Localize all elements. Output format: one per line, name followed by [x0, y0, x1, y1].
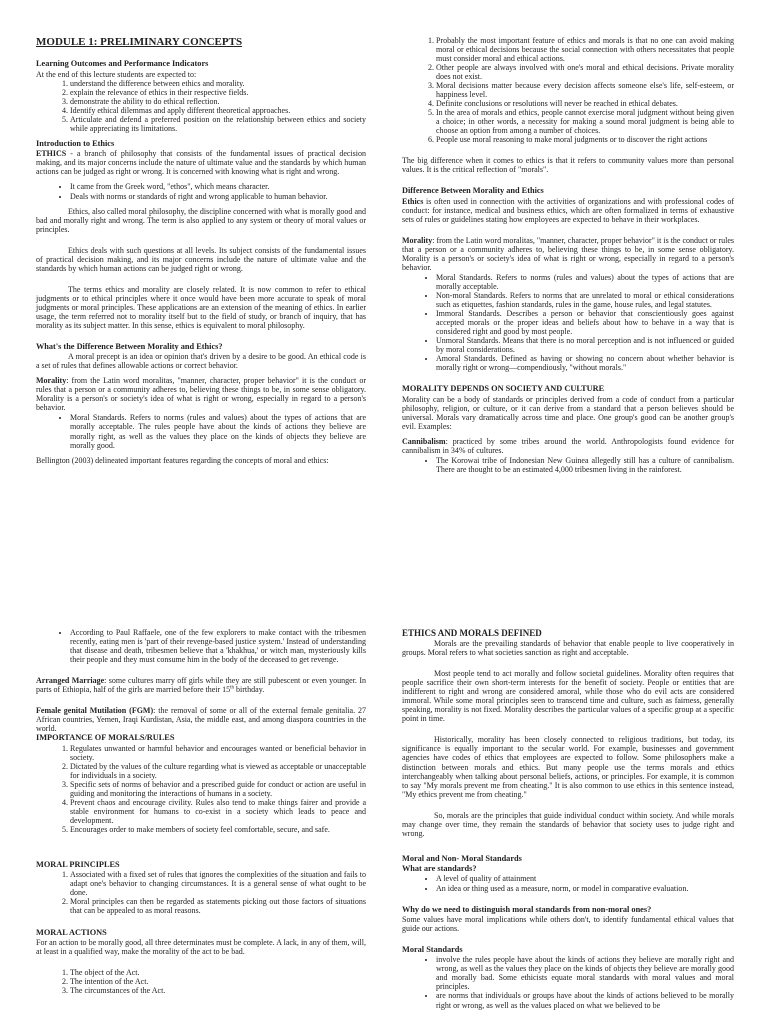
- cannibalism-term: Cannibalism: [402, 436, 446, 446]
- ethics-def: - a branch of philosophy that consists of the fundamental issues of practical decision making, and its major concerns include the nature of ultimate value and the standards by which human actions can be judged as right or wrong. It is concerned with knowing what is right and wrong.: [36, 149, 366, 177]
- list-item: • are norms that individuals or groups have about the kinds of actions believed to be morally right or wrong, as well as the values placed on what we believed to be: [436, 991, 734, 1009]
- list-item: 1. Associated with a fixed set of rules that ignores the complexities of the situation and fails to adapt one's behavior to changing circumstances. It is a general sense of what ought to be done.: [70, 870, 366, 897]
- paragraph: Most people tend to act morally and follow societal guidelines. Morality often requires that people sacrifice their own short-term interests for the benefit of society. People or entities that are indifferent to right and wrong are considered amoral, while those who do evil acts are considered immoral. While some moral principles seen to transcend time and culture, such as fairness, generally speaking, morality is not fixed. Morality describes the particular values of a specific group at a specific point in time.: [402, 669, 734, 724]
- list-item: 2. explain the relevance of ethics in their respective fields.: [70, 88, 366, 97]
- list-item: 4. Identify ethical dilemmas and apply different theoretical approaches.: [70, 106, 366, 115]
- paragraph: Morals are the prevailing standards of behavior that enable people to live cooperatively in groups. Moral refers to what societies sanction as right and acceptable.: [402, 639, 734, 658]
- actions-heading: MORAL ACTIONS: [36, 927, 107, 937]
- list-item: 5. Articulate and defend a preferred position on the relationship between ethics and society while appreciating its limitations.: [70, 115, 366, 133]
- ethics-term: ETHICS: [36, 149, 67, 159]
- paragraph: A moral precept is an idea or opinion that's driven by a desire to be good. An ethical code is a set of rules that defines allowable actions or correct behavior.: [36, 352, 366, 371]
- list-item: 2. The intention of the Act.: [70, 977, 366, 986]
- fgm-term: Female genital Mutilation (FGM): [36, 706, 154, 716]
- paragraph: Some values have moral implications while others don't, to identify fundamental ethical values that guide our actions.: [402, 914, 734, 933]
- arranged-def: : some cultures marry off girls while they are still pubescent or even younger. In parts of Ethiopia, half of the girls are married before their 15: [36, 676, 366, 695]
- list-item: 3. Specific sets of norms of behavior and a prescribed guide for conduct or action are useful in guiding and monitoring the interactions of humans in a society.: [70, 780, 366, 798]
- paragraph: For an action to be morally good, all three determinates must be complete. A lack, in any of them, will, at least in a qualified way, make the morality of the act to be bad.: [36, 937, 366, 956]
- list-item: 5. In the area of morals and ethics, people cannot exercise moral judgment without being given a choice; in other words, a necessity for making a sound moral judgment is being able to choose an option from among a number of choices.: [436, 108, 734, 135]
- paragraph: Morality can be a body of standards or principles derived from a code of conduct from a particular philosophy, religion, or culture, or it can derive from a standard that a person believes should be universal. Morals vary dramatically across time and place. One group's good can be another group's evil. Examples:: [402, 394, 734, 431]
- paragraph: Historically, morality has been closely connected to religious traditions, but today, its significance is equally important to the secular world. For example, businesses and government agencies have codes of ethics that employees are expected to follow. Some philosophers make a distinction between morals and ethics. But many people use the terms morals and ethics interchangeably when talking about personal beliefs, actions, or principles. For example, it is common to say "My morals prevent me from cheating." It is also common to use ethics in this sentence instead, "My ethics prevent me from cheating.": [402, 735, 734, 799]
- bellington-text: Bellington (2003) delineated important features regarding the concepts of moral and ethics:: [36, 455, 329, 465]
- ms-heading: Moral Standards: [402, 944, 463, 954]
- list-item: • Moral Standards. Refers to norms (rules and values) about the types of actions that are morally acceptable.: [436, 273, 734, 291]
- dbm-heading: Difference Between Morality and Ethics: [402, 186, 544, 196]
- actions-list: [36, 968, 366, 995]
- depends-heading: MORALITY DEPENDS ON SOCIETY AND CULTURE: [402, 384, 605, 394]
- intro-heading: Introduction to Ethics: [36, 139, 115, 149]
- morality-def: : from the Latin word moralitas, "manner, character, proper behavior" it is the conduct or rules that a person or a community adheres to, believing these things to be, in some sense obligatory. Morality is a person's or society's idea of what is right or wrong, especially in regard to a person's behavior.: [36, 376, 366, 413]
- list-item: • The Korowai tribe of Indonesian New Guinea allegedly still has a culture of cannibalism. There are thought to be an estimated 4,000 tribesmen living in the rainforest.: [436, 456, 734, 474]
- list-item: 5. Encourages order to make members of society feel comfortable, secure, and safe.: [70, 825, 366, 834]
- bottom-right-column: [402, 628, 734, 1016]
- module-title: MODULE 1: PRELIMINARY CONCEPTS: [36, 36, 243, 48]
- defined-heading: ETHICS AND MORALS DEFINED: [402, 628, 542, 638]
- list-item: • involve the rules people have about the kinds of actions they believe are morally right and wrong, as well as the values they place on the kinds of objects they believe are morally good and morally bad. Some ethicists equate moral standards with moral values and moral principles.: [436, 955, 734, 991]
- raffaele-list: [36, 628, 366, 664]
- arranged-end: birthday.: [234, 685, 265, 695]
- standards-list: [402, 273, 734, 372]
- importance-list: [36, 744, 366, 834]
- cannibalism-definition: [402, 437, 734, 455]
- arranged-marriage: [36, 676, 366, 694]
- top-left-column: [36, 36, 366, 471]
- list-item: 1. understand the difference between ethics and morality.: [70, 79, 366, 88]
- list-item: 6. People use moral reasoning to make moral judgments or to discover the right actions: [436, 135, 734, 144]
- paragraph: So, morals are the principles that guide individual conduct within society. And while morals may change over time, they remain the standards of behavior that society uses to judge right and wrong.: [402, 810, 734, 838]
- list-item: 3. Moral decisions matter because every decision affects someone else's life, self-esteem, or happiness level.: [436, 81, 734, 99]
- difference-heading: What's the Difference Between Morality and Ethics?: [36, 341, 223, 351]
- list-item: 2. Dictated by the values of the culture regarding what is viewed as acceptable or unacceptable for individuals in a society.: [70, 762, 366, 780]
- cannibalism-def: : practiced by some tribes around the world. Anthropologists found evidence for cannibalism in 34% of cultures.: [402, 436, 734, 455]
- what-heading: What are standards?: [402, 864, 477, 874]
- arranged-term: Arranged Marriage: [36, 676, 105, 686]
- list-item: 4. Prevent chaos and encourage civility. Rules also tend to make things fairer and provide a stable environment for humans to co-exist in a society which leads to peace and development.: [70, 798, 366, 825]
- list-item: • Non-moral Standards. Refers to norms that are unrelated to moral or ethical considerations such as etiquettes, fashion standards, rules in the game, house rules, and legal statutes.: [436, 291, 734, 309]
- ethics-term: Ethics: [402, 196, 424, 206]
- standards-heading: Moral and Non- Moral Standards: [402, 853, 522, 863]
- morality-term: Morality: [36, 376, 67, 386]
- what-list: [402, 874, 734, 892]
- why-heading: Why do we need to distinguish moral standards from non-moral ones?: [402, 904, 652, 914]
- fgm-definition: [36, 706, 366, 733]
- list-item: 4. Definite conclusions or resolutions will never be reached in ethical debates.: [436, 99, 734, 108]
- morality-bullets: [36, 413, 366, 449]
- morality-term: Morality: [402, 235, 433, 245]
- learning-list: [36, 79, 366, 133]
- morality-definition: [402, 236, 734, 272]
- ethics-definition: [402, 197, 734, 224]
- principles-list: [36, 870, 366, 915]
- list-item: • Unmoral Standards. Means that there is no moral perception and is not influenced or guided by moral considerations.: [436, 336, 734, 354]
- arranged-sup: th: [230, 685, 235, 691]
- fgm-def: : the removal of some or all of the external female genitalia. 27 African countries, Yemen, Iraqi Kurdistan, Asia, the middle east, and among diaspora countries in the world.: [36, 706, 367, 734]
- list-item: 3. demonstrate the ability to do ethical reflection.: [70, 97, 366, 106]
- list-item: 1. Regulates unwanted or harmful behavior and encourages wanted or beneficial behavior in society.: [70, 744, 366, 762]
- ethics-definition: [36, 149, 366, 176]
- bottom-left-column: [36, 628, 366, 1001]
- principles-heading: MORAL PRINCIPLES: [36, 859, 120, 869]
- learning-heading: Learning Outcomes and Performance Indicators: [36, 59, 209, 69]
- list-item: 2. Other people are always involved with one's moral and ethical decisions. Private morality does not exist.: [436, 63, 734, 81]
- korowai-list: [402, 456, 734, 474]
- list-item: • Moral Standards. Refers to norms (rules and values) about the types of actions that are morally acceptable. The rules people have about the kinds of actions they believe are morally right, as well as the values they place on the kinds of objects they believe are morally good.: [70, 413, 366, 449]
- morality-definition: [36, 376, 366, 412]
- list-item: • A level of quality of attainment: [436, 874, 734, 883]
- list-item: • An idea or thing used as a measure, norm, or model in comparative evaluation.: [436, 884, 734, 893]
- paragraph: Ethics deals with such questions at all levels. Its subject consists of the fundamental issues of practical decision making, and its major concerns include the nature of ultimate value and the standards by which human actions can be judged right or wrong.: [36, 245, 366, 273]
- ethics-bullets: [36, 182, 366, 200]
- list-item: • It came from the Greek word, "ethos", which means character.: [70, 182, 366, 191]
- page-bottom: [0, 512, 768, 1024]
- top-right-column: [402, 36, 734, 480]
- list-item: • Immoral Standards. Describes a person or behavior that conscientiously goes against accepted morals or the proper ideas and beliefs about how to behave in a way that is considered right and good by most people.: [436, 309, 734, 336]
- morality-def: : from the Latin word moralitas, "manner, character, proper behavior" it is the conduct or rules that a person or a community adheres to, believing these things to be, in some sense obligatory. Morality is a person's or society's idea of what is right or wrong, especially in regard to a person's behavior.: [402, 235, 735, 272]
- list-item: • According to Paul Raffaele, one of the few explorers to make contact with the tribesmen recently, eating men is 'part of their revenge-based justice system.' Instead of understanding that disease and death, tribesmen believe that a 'khakhua,' or witch man, mysteriously kills their people and they must consume him in the body of the deceased to get revenge.: [70, 628, 366, 664]
- list-item: 2. Moral principles can then be regarded as statements picking out those factors of situations that can be appealed to as moral reasons.: [70, 897, 366, 915]
- list-item: 1. Probably the most important feature of ethics and morals is that no one can avoid making moral or ethical decisions because the social connection with others necessitates that people must consider moral and ethical actions.: [436, 36, 734, 63]
- learning-intro: At the end of this lecture students are expected to:: [36, 69, 197, 79]
- list-item: • Deals with norms or standards of right and wrong applicable to human behavior.: [70, 192, 366, 201]
- paragraph: Ethics, also called moral philosophy, the discipline concerned with what is morally good and bad and morally right and wrong. The term is also applied to any system or theory of moral values or principles.: [36, 206, 366, 234]
- importance-heading: IMPORTANCE OF MORALS/RULES: [36, 733, 175, 743]
- paragraph: The terms ethics and morality are closely related. It is now common to refer to ethical judgments or to ethical principles where it once would have been more accurate to speak of moral judgments or moral principles. These applications are an extension of the meaning of ethics. In earlier usage, the term referred not to morality itself but to the field of study, or branch of inquiry, that has morality as its subject matter. In this sense, ethics is equivalent to moral philosophy.: [36, 284, 366, 330]
- list-item: 1. The object of the Act.: [70, 968, 366, 977]
- ethics-def: is often used in connection with the activities of organizations and with professional codes of conduct: for instance, medical and business ethics, which are often formalized in terms of exhaustive sets of rules or guidelines stating how employees are expected to behave in their workplaces.: [402, 196, 734, 224]
- list-item: 3. The circumstances of the Act.: [70, 986, 366, 995]
- ms-list: [402, 955, 734, 1009]
- list-item: • Amoral Standards. Defined as having or showing no concern about whether behavior is morally right or wrong—compendiously, "without morals.": [436, 354, 734, 372]
- paragraph: The big difference when it comes to ethics is that it refers to community values more than personal values. It is the critical reflection of "morals".: [402, 156, 734, 175]
- features-list: [402, 36, 734, 144]
